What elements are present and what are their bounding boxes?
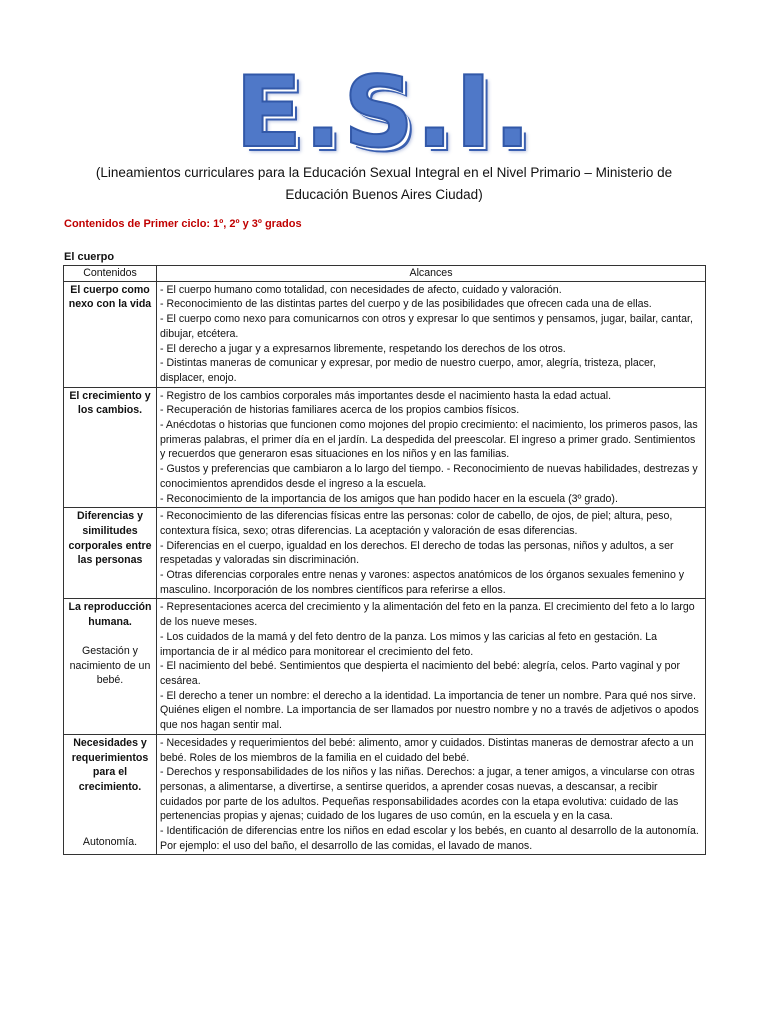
row-topic-cell: [64, 508, 157, 599]
alcance-item: - El derecho a tener un nombre: el derecho a la identidad. La importancia de tener un nombre. Para qué nos sirve. Quiénes eligen el nombre. La importancia de ser llamados por nuestro nombre y no a través de adjetivos o apodos que nos hagan sentir mal.: [160, 689, 699, 732]
row-topic-cell: [64, 387, 157, 508]
alcance-item: - Registro de los cambios corporales más importantes desde el nacimiento hasta la edad actual.: [160, 389, 612, 402]
row-topic: La reproducción humana.: [68, 601, 152, 629]
table-row: [64, 734, 706, 855]
alcance-item: - El cuerpo como nexo para comunicarnos con otros y expresar lo que sentimos y pensamos, jugar, bailar, cantar, dibujar, etcétera.: [160, 313, 693, 340]
section-heading: Contenidos de Primer ciclo: 1º, 2º y 3º grados: [64, 218, 302, 230]
header-alcances: Alcances: [157, 266, 706, 282]
row-topic-sub: Autonomía.: [82, 835, 138, 848]
contents-table: [63, 265, 706, 855]
alcance-item: - Necesidades y requerimientos del bebé: alimento, amor y cuidados. Distintas maneras de demostrar afecto a un bebé. Roles de los miembros de la familia en el cuidado del bebé.: [160, 736, 694, 764]
table-row: [64, 281, 706, 387]
alcance-item: - Reconocimiento de las diferencias físicas entre las personas: color de cabello, de ojos, de piel; altura, peso, contextura física, sexo; otras diferencias. La aceptación y valoración de esas diferencias.: [160, 510, 673, 537]
alcance-item: - Representaciones acerca del crecimiento y la alimentación del feto en la panza. El crecimiento del feto a lo largo de los nueve meses.: [160, 601, 695, 629]
row-topic: El crecimiento y los cambios.: [69, 389, 151, 417]
alcance-item: - Los cuidados de la mamá y del feto dentro de la panza. Los mimos y las caricias al feto en gestación. La importancia de ir al médico para monitorear el crecimiento del feto.: [160, 630, 658, 658]
alcance-item: - Identificación de diferencias entre los niños en edad escolar y los bebés, en cuanto al desarrollo de la autonomía. Por ejemplo: el uso del baño, el desarrollo de las comidas, el lavado de manos.: [160, 825, 699, 852]
alcance-item: - Reconocimiento de la importancia de los amigos que han podido hacer en la escuela (3º grado).: [160, 492, 618, 505]
row-alcances-cell: [157, 599, 706, 734]
row-alcances-cell: [157, 508, 706, 599]
table-caption: El cuerpo: [64, 251, 115, 263]
alcance-item: - Derechos y responsabilidades de los niños y las niñas. Derechos: a jugar, a tener amigos, a vincularse con otras personas, a alimentarse, a divertirse, a sentirse queridos, a aprender cosas nuevas, a descansar, a recibir cuidados por parte de los adultos. Pequeñas responsabilidades acordes con la etapa evolutiva: cuidado de las pertenencias propias y ajenas; cuidado de los lugares de uso común, en la escuela y en la casa.: [160, 766, 695, 823]
subtitle-line-1: (Lineamientos curriculares para la Educación Sexual Integral en el Nivel Primario – Ministerio de: [95, 165, 673, 180]
row-topic-sub: Gestación y nacimiento de un bebé.: [69, 644, 151, 687]
row-topic: Necesidades y requerimientos para el crecimiento.: [71, 736, 149, 793]
alcance-item: - El cuerpo humano como totalidad, con necesidades de afecto, cuidado y valoración.: [160, 283, 562, 296]
alcance-item: - El nacimiento del bebé. Sentimientos que despierta el nacimiento del bebé: alegría, celos. Parto vaginal y por cesárea.: [160, 660, 680, 687]
alcance-item: - Recuperación de historias familiares acerca de los propios cambios físicos.: [160, 404, 520, 417]
table-header-row: [64, 266, 706, 282]
table-row: [64, 508, 706, 599]
row-alcances-cell: [157, 734, 706, 855]
esi-logo: E.S.I.: [235, 56, 533, 170]
header-contenidos: Contenidos: [64, 266, 157, 282]
row-topic-cell: [64, 599, 157, 734]
row-alcances-cell: [157, 281, 706, 387]
row-topic-cell: [64, 734, 157, 855]
alcance-item: - Diferencias en el cuerpo, igualdad en los derechos. El derecho de todas las personas, niños y adultos, a ser respetadas y valoradas sin discriminación.: [160, 539, 674, 567]
table-row: [64, 599, 706, 734]
alcance-item: - Reconocimiento de las distintas partes del cuerpo y de las posibilidades que ofrecen cada una de ellas.: [160, 298, 652, 311]
row-topic: Diferencias y similitudes corporales entre las personas: [68, 510, 152, 567]
alcance-item: - Gustos y preferencias que cambiaron a lo largo del tiempo. - Reconocimiento de nuevas habilidades, destrezas y conocimientos aprendidos desde el ingreso a la escuela.: [160, 463, 698, 490]
alcance-item: - Otras diferencias corporales entre nenas y varones: aspectos anatómicos de los órganos sexuales femenino y masculino. Incorporación de los nombres científicos para referirse a ellos.: [160, 569, 685, 596]
alcance-item: - Distintas maneras de comunicar y expresar, por medio de nuestro cuerpo, amor, alegría, tristeza, placer, displacer, enojo.: [160, 357, 656, 384]
document-subtitle: [60, 162, 708, 206]
table-row: [64, 387, 706, 508]
row-topic: El cuerpo como nexo con la vida: [68, 283, 152, 311]
row-alcances-cell: [157, 387, 706, 508]
alcance-item: - Anécdotas o historias que funcionen como mojones del propio crecimiento: el nacimiento, los primeros pasos, las primeras palabras, el primer día en el jardín. La despedida del preescolar. El ingreso a primer grado. Sentimientos y recuerdos que generaron esas situaciones en los niños y en las familias.: [160, 419, 698, 461]
alcance-item: - El derecho a jugar y a expresarnos libremente, respetando los derechos de los otros.: [160, 342, 566, 355]
subtitle-line-2: Educación Buenos Aires Ciudad): [285, 187, 483, 202]
row-topic-cell: [64, 281, 157, 387]
